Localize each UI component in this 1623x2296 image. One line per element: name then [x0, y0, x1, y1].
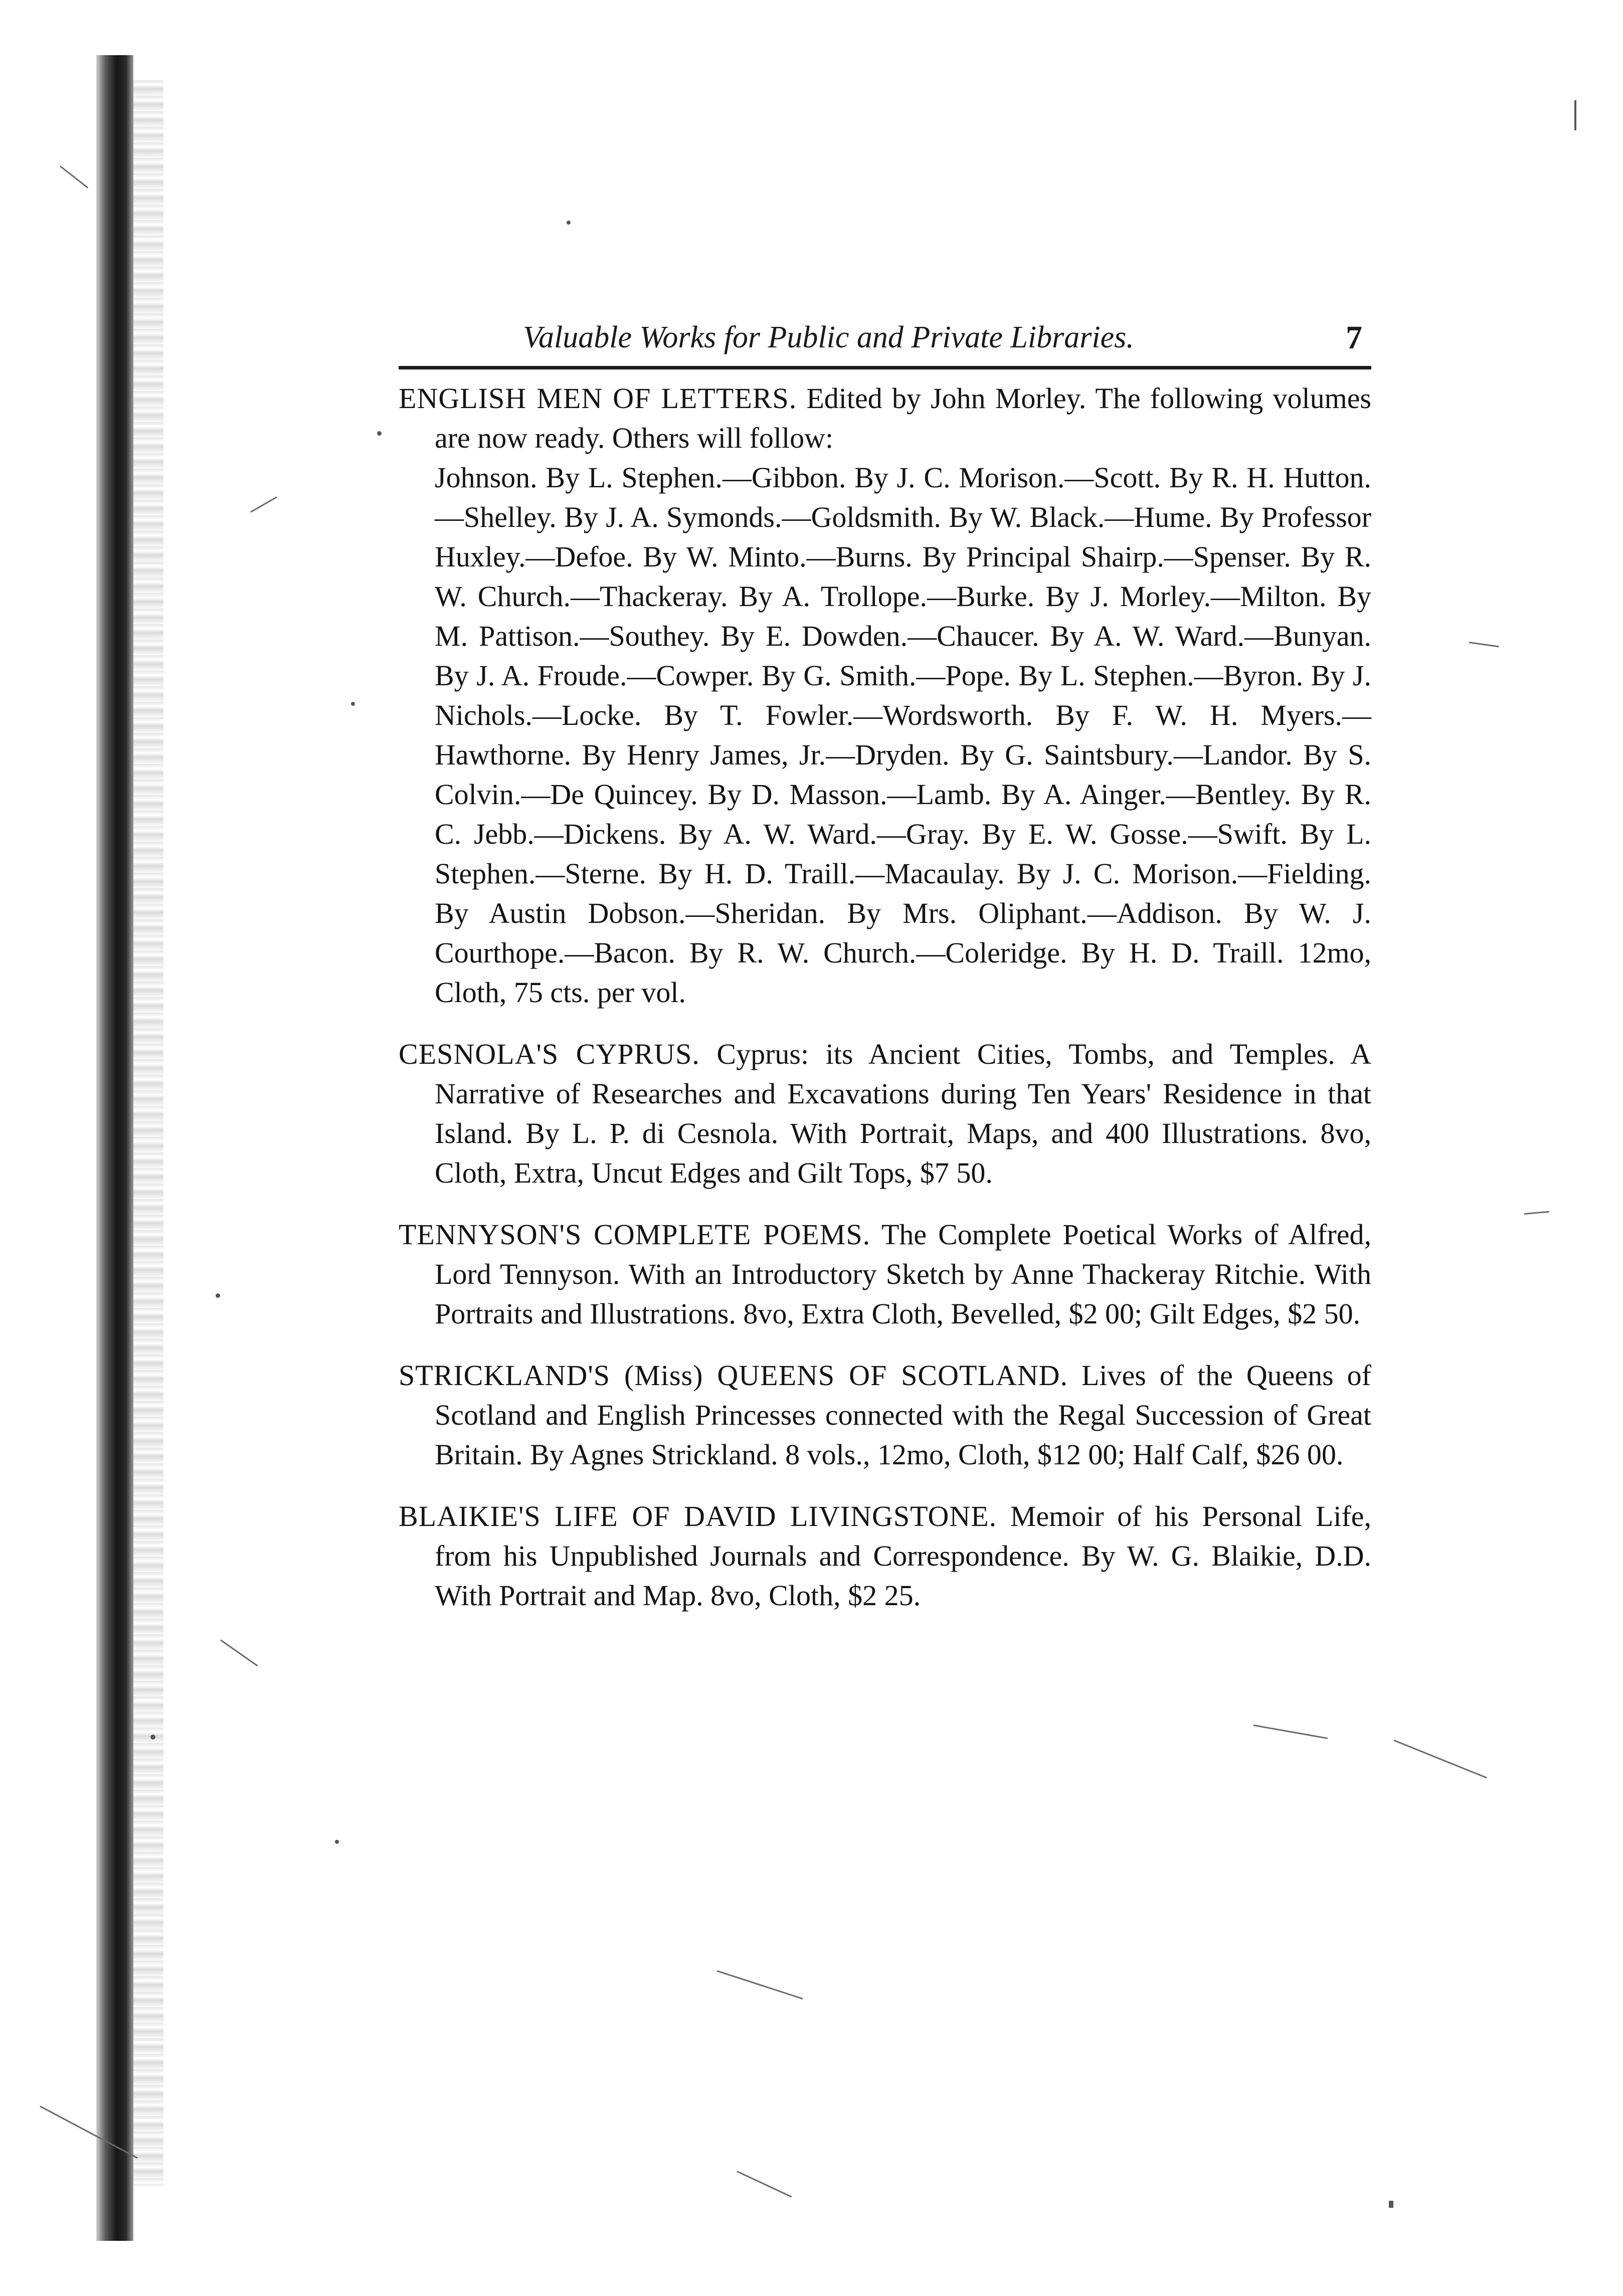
entry-intro: Edited by John Morley. The following volumes are now ready. Others will follow:	[435, 382, 1372, 454]
scan-speck	[335, 1840, 339, 1844]
scan-mark	[1469, 642, 1499, 647]
catalog-entry-blaikie-livingstone	[399, 1496, 1371, 1615]
header-rule	[399, 366, 1371, 369]
scan-mark	[1524, 1211, 1549, 1215]
running-header-title: Valuable Works for Public and Private Libraries.	[523, 320, 1134, 354]
catalog-entry-cesnola-cyprus	[399, 1034, 1371, 1193]
scan-mark	[737, 2171, 792, 2197]
catalog-entry-english-men-of-letters	[399, 378, 1371, 1012]
scan-mark	[220, 1639, 258, 1666]
binding-gutter-shadow	[96, 55, 133, 2241]
scan-speck	[1389, 2201, 1393, 2208]
scan-speck	[351, 702, 355, 706]
scan-mark	[60, 165, 88, 188]
volume-list: Johnson. By L. Stephen.—Gibbon. By J. C. Morison.—Scott. By R. H. Hutton.—Shelley. By J. A. Symonds.—Goldsmith. By W. Black.—Hume. By Professor Huxley.—Defoe. By W. Minto.—Burns. By Principal Shairp.—Spenser. By R. W. Church.—Thackeray. By A. Trollope.—Burke. By J. Morley.—Milton. By M. Pattison.—Southey. By E. Dowden.—Chaucer. By A. W. Ward.—Bunyan. By J. A. Froude.—Cowper. By G. Smith.—Pope. By L. Stephen.—Byron. By J. Nichols.—Locke. By T. Fowler.—Wordsworth. By F. W. H. Myers.—Hawthorne. By Henry James, Jr.—Dryden. By G. Saintsbury.—Landor. By S. Colvin.—De Quincey. By D. Masson.—Lamb. By A. Ainger.—Bentley. By R. C. Jebb.—Dickens. By A. W. Ward.—Gray. By E. W. Gosse.—Swift. By L. Stephen.—Sterne. By H. D. Traill.—Macaulay. By J. C. Morison.—Fielding. By Austin Dobson.—Sheridan. By Mrs. Oliphant.—Addison. By W. J. Courthope.—Bacon. By R. W. Church.—Coleridge. By H. D. Traill. 12mo, Cloth, 75 cts. per vol.	[435, 461, 1371, 1009]
binding-gutter-texture	[133, 80, 163, 2186]
scan-mark	[250, 496, 277, 513]
entry-body: The Complete Poetical Works of Alfred, Lord Tennyson. With an Introductory Sketch by Anne Thackeray Ritchie. With Portraits and Illustrations. 8vo, Extra Cloth, Bevelled, $2 00; Gilt Edges, $2 50.	[435, 1218, 1372, 1330]
catalog-entry-strickland-queens	[399, 1356, 1371, 1474]
scan-speck	[377, 431, 382, 436]
entry-title: STRICKLAND'S (Miss) QUEENS OF SCOTLAND.	[399, 1359, 1068, 1392]
running-header	[399, 316, 1371, 361]
entry-body: Cyprus: its Ancient Cities, Tombs, and Temples. A Narrative of Researches and Excavations during Ten Years' Residence in that Island. By L. P. di Cesnola. With Portrait, Maps, and 400 Illustrations. 8vo, Cloth, Extra, Uncut Edges and Gilt Tops, $7 50.	[435, 1038, 1372, 1189]
entry-body: Memoir of his Personal Life, from his Unpublished Journals and Correspondence. By W. G. Blaikie, D.D. With Portrait and Map. 8vo, Cloth, $2 25.	[435, 1500, 1372, 1612]
page-number: 7	[1346, 319, 1362, 356]
scan-speck	[1574, 100, 1576, 130]
scan-speck	[216, 1293, 220, 1298]
scan-mark	[717, 1970, 803, 1999]
scan-mark	[1253, 1725, 1328, 1739]
entry-title: TENNYSON'S COMPLETE POEMS.	[399, 1218, 871, 1251]
entry-title: BLAIKIE'S LIFE OF DAVID LIVINGSTONE.	[399, 1500, 997, 1533]
entry-title: CESNOLA'S CYPRUS.	[399, 1038, 700, 1070]
scan-speck	[150, 1735, 155, 1740]
scan-mark	[1393, 1740, 1487, 1779]
entry-body: Lives of the Queens of Scotland and English Princesses connected with the Regal Succession of Great Britain. By Agnes Strickland. 8 vols., 12mo, Cloth, $12 00; Half Calf, $26 00.	[435, 1359, 1371, 1471]
scan-speck	[567, 221, 571, 225]
catalog-entry-tennyson-poems	[399, 1215, 1371, 1333]
entry-title: ENGLISH MEN OF LETTERS.	[399, 382, 797, 415]
page-body	[399, 316, 1371, 1637]
